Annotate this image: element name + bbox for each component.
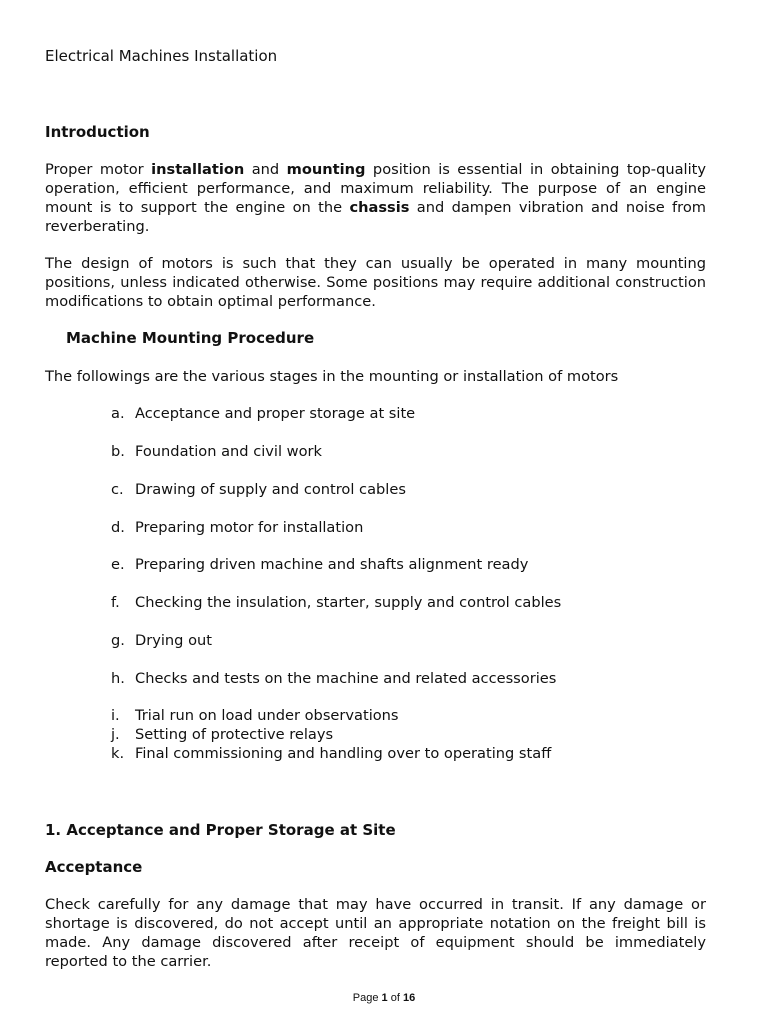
list-marker: d. bbox=[111, 519, 125, 536]
list-marker: f. bbox=[111, 594, 120, 611]
intro-paragraph: Proper motor installation and mounting position is essential in obtaining top-quality operation, efficient performance, and maximum reliability. The purpose of an engine mount is to support the engine on the chassis and dampen vibration and noise from reverberating. bbox=[45, 161, 707, 235]
list-item-text: Drying out bbox=[135, 632, 212, 649]
list-marker: a. bbox=[111, 405, 125, 422]
list-item bbox=[111, 405, 415, 422]
section-1-heading: 1. Acceptance and Proper Storage at Site bbox=[45, 821, 396, 839]
list-item-text: Preparing motor for installation bbox=[135, 519, 364, 536]
list-marker: k. bbox=[111, 745, 125, 762]
list-item-text: Final commissioning and handling over to operating staff bbox=[135, 745, 552, 762]
list-marker: c. bbox=[111, 481, 124, 498]
list-item-text: Foundation and civil work bbox=[135, 443, 322, 460]
acceptance-paragraph: Check carefully for any damage that may have occurred in transit. If any damage or shortage is discovered, do not accept until an appropriate notation on the freight bill is made. Any damage discovered after receipt of equipment should be immediately reported to the carrier. bbox=[45, 896, 706, 970]
design-paragraph: The design of motors is such that they can usually be operated in many mounting positions, unless indicated otherwise. Some positions may require additional construction modifications to obtain optimal performance. bbox=[45, 255, 706, 310]
list-item bbox=[111, 556, 528, 573]
list-item bbox=[111, 443, 322, 460]
list-item bbox=[111, 707, 399, 724]
list-item-text: Checks and tests on the machine and related accessories bbox=[135, 670, 557, 687]
list-marker: g. bbox=[111, 632, 125, 649]
list-item bbox=[111, 594, 561, 611]
procedure-heading: Machine Mounting Procedure bbox=[66, 329, 315, 347]
document-title: Electrical Machines Installation bbox=[45, 47, 278, 65]
list-item-text: Preparing driven machine and shafts alignment ready bbox=[135, 556, 529, 573]
list-marker: j. bbox=[111, 726, 120, 743]
list-marker: b. bbox=[111, 443, 125, 460]
list-item-text: Drawing of supply and control cables bbox=[135, 481, 406, 498]
list-marker: e. bbox=[111, 556, 125, 573]
list-marker: h. bbox=[111, 670, 125, 687]
list-marker: i. bbox=[111, 707, 120, 724]
acceptance-heading: Acceptance bbox=[45, 858, 143, 876]
list-item bbox=[111, 726, 333, 743]
list-item bbox=[111, 481, 406, 498]
list-item bbox=[111, 632, 212, 649]
list-item-text: Setting of protective relays bbox=[135, 726, 334, 743]
list-item bbox=[111, 745, 551, 762]
list-item-text: Acceptance and proper storage at site bbox=[135, 405, 416, 422]
list-item-text: Checking the insulation, starter, supply and control cables bbox=[135, 594, 562, 611]
list-item bbox=[111, 519, 363, 536]
current-page-number: 1 bbox=[381, 992, 388, 1004]
page-footer: Page 1 of 16 bbox=[352, 992, 416, 1004]
total-pages-number: 16 bbox=[402, 992, 416, 1004]
stages-intro: The followings are the various stages in the mounting or installation of motors bbox=[45, 368, 619, 385]
list-item-text: Trial run on load under observations bbox=[135, 707, 399, 724]
list-item bbox=[111, 670, 556, 687]
introduction-heading: Introduction bbox=[45, 123, 150, 141]
